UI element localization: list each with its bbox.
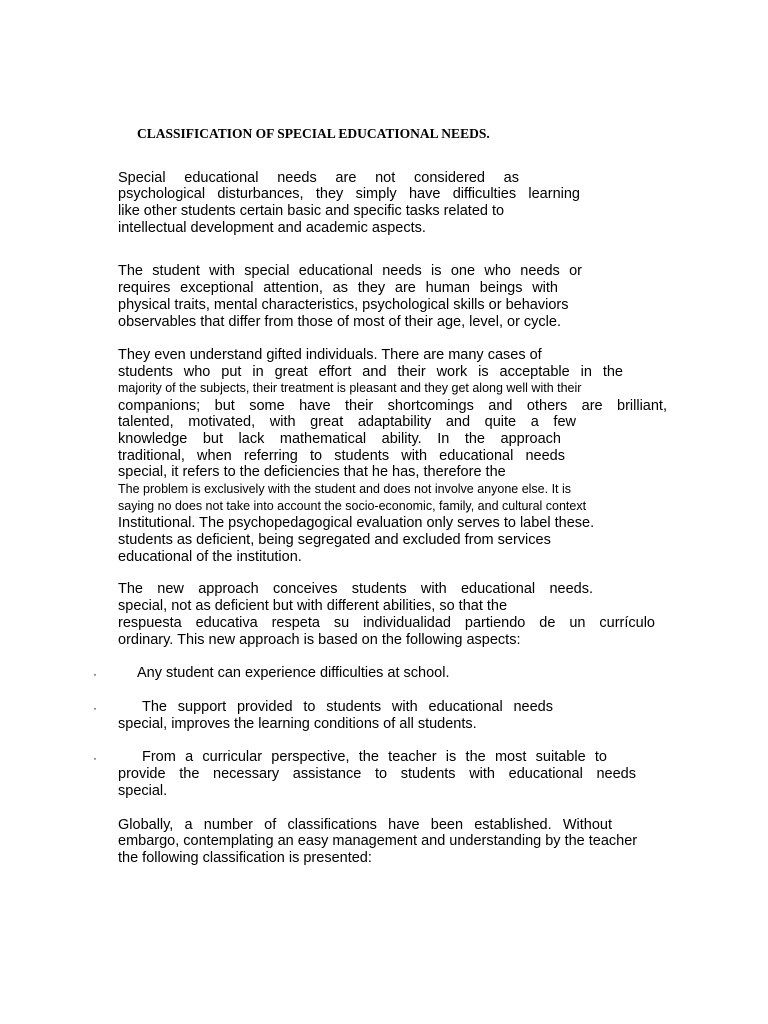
- text-line: Institutional. The psychopedagogical evaluation only serves to label these.: [118, 515, 595, 531]
- text-line: companions; but some have their shortcomings and others are brilliant,: [118, 398, 667, 414]
- text-line: traditional, when referring to students with educational needs: [118, 448, 565, 464]
- text-line: Globally, a number of classifications have been established. Without: [118, 817, 612, 833]
- text-line: students as deficient, being segregated and excluded from services: [118, 532, 551, 548]
- text-line: Special educational needs are not considered as: [118, 170, 519, 186]
- text-line: special, it refers to the deficiencies that he has, therefore the: [118, 464, 506, 480]
- bullet-text: special.: [118, 783, 168, 799]
- text-line: The new approach conceives students with educational needs.: [118, 581, 593, 597]
- document-title: CLASSIFICATION OF SPECIAL EDUCATIONAL NEEDS.: [137, 126, 490, 141]
- text-line: students who put in great effort and their work is acceptable in the: [118, 364, 623, 380]
- text-line: like other students certain basic and specific tasks related to: [118, 203, 505, 219]
- text-line: requires exceptional attention, as they are human beings with: [118, 280, 558, 296]
- text-line: The problem is exclusively with the student and does not involve anyone else. It is: [118, 482, 572, 496]
- bullet-marker: ·: [93, 751, 97, 765]
- text-line: intellectual development and academic aspects.: [118, 220, 426, 236]
- text-line: educational of the institution.: [118, 549, 302, 565]
- text-line: observables that differ from those of most of their age, level, or cycle.: [118, 314, 562, 330]
- text-line: The student with special educational needs is one who needs or: [118, 263, 582, 279]
- text-line: the following classification is presented:: [118, 850, 372, 866]
- text-line: ordinary. This new approach is based on the following aspects:: [118, 632, 521, 648]
- text-line: knowledge but lack mathematical ability. In the approach: [118, 431, 561, 447]
- bullet-marker: ·: [93, 701, 97, 715]
- bullet-text: The support provided to students with educational needs: [142, 699, 553, 715]
- text-line: talented, motivated, with great adaptability and quite a few: [118, 414, 576, 430]
- bullet-marker: ·: [93, 667, 97, 681]
- text-line: embargo, contemplating an easy management and understanding by the teacher: [118, 833, 638, 849]
- text-line: majority of the subjects, their treatment is pleasant and they get along well with their: [118, 381, 582, 395]
- bullet-text: Any student can experience difficulties at school.: [137, 665, 450, 681]
- bullet-text: provide the necessary assistance to students with educational needs: [118, 766, 636, 782]
- text-line: respuesta educativa respeta su individualidad partiendo de un currículo: [118, 615, 655, 631]
- text-line: physical traits, mental characteristics, psychological skills or behaviors: [118, 297, 569, 313]
- text-line: saying no does not take into account the socio-economic, family, and cultural context: [118, 499, 587, 513]
- text-line: special, not as deficient but with different abilities, so that the: [118, 598, 508, 614]
- text-line: They even understand gifted individuals. There are many cases of: [118, 347, 542, 363]
- bullet-text: special, improves the learning conditions of all students.: [118, 716, 477, 732]
- bullet-text: From a curricular perspective, the teacher is the most suitable to: [142, 749, 607, 765]
- text-line: psychological disturbances, they simply have difficulties learning: [118, 186, 580, 202]
